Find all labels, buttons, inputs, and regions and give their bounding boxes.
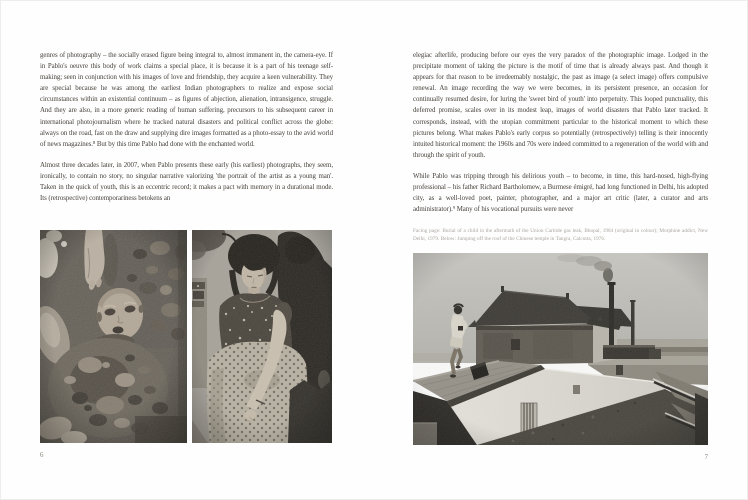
bhopal-burial-illustration [40,230,187,443]
photo-rooftop-jump [413,253,708,445]
paragraph: elegiac afterlife, producing before our eyes the very paradox of the photographic image. Lodged in the precipitate moment of taking the picture is the motif of time that is already always past. And though it appears for that reason to be irredeemably nostalgic, the past as image (a select image) offers compulsive renewal. An image recording the way we were becomes, in its persistent presence, an occasion for continually resumed desire, for luring the 'sweet bird of youth' into perpetuity. This looped punctuality, this deferred promise, scales over in its modest leap, images of world disasters that Pablo later tracked. It corresponds, instead, with the utopian commitment particular to the historical moment to which these pictures belong. What makes Pablo's early corpus so potentially (retrospectively) telling is their innocently intuited historical moment: the 1960s and 70s were indeed committed to a regeneration of the world with and through the spirit of youth. [413,52,708,159]
page-number-right: 7 [704,454,708,461]
body-text-right [413,50,708,225]
body-text-left [40,50,333,214]
photo-bhopal-child-burial [40,230,187,443]
photo-caption: Facing page: Burial of a child in the aftermath of the Union Carbide gas leak, Bhopal, 1984 (original in colour); Morphine addict, New Delhi, 1979. Below: Jumping off the roof of the Chinese temple in Tangra, Calcutta, 1976. [413,228,708,242]
page-number-left: 6 [40,452,44,459]
photo-morphine-addict [192,230,332,443]
paragraph: Almost three decades later, in 2007, when Pablo presents these early (his earliest) photographs, they seem, ironically, to contain no story, no singular narrative valorizing 'the portrait of the artist as a young man'. Taken in the quick of youth, this is an eccentric record; it makes a pact with memory in a durational mode. Its (retrospective) contemporariness betokens an [40,161,333,203]
rooftop-jump-illustration [413,253,708,445]
paragraph: While Pablo was tripping through his delirious youth – to become, in time, this hard-nosed, high-flying professional – his father Richard Bartholomew, a Burmese émigré, had long functioned in Delhi, his adopted city, as a well-loved poet, painter, photographer, and a major art critic (later, a curator and arts administrator).⁹ Many of his vocational pursuits were never [413,172,708,214]
paragraph: genres of photography – the socially erased figure being integral to, almost immanent in, the camera-eye. If in Pablo's oeuvre this body of work claims a special place, it is because it is a part of his teenage self-making; seen in conjunction with his images of love and friendship, they acquire a keen vulnerability. They are special because he was among the earliest Indian photographers to realize and expose social circumstances within an existential continuum – as figures of abjection, alienation, intransigence, struggle. And they are also, in a more generic reading of human suffering, precursors to his subsequent career in international photojournalism where he tracked natural disasters and political conflict across the globe: always on the road, fast on the draw and supplying dire images formatted as a photo-essay to the avid world of news magazines.⁸ But by this time Pablo had done with the enchanted world. [40,52,333,148]
morphine-addict-illustration [192,230,332,443]
